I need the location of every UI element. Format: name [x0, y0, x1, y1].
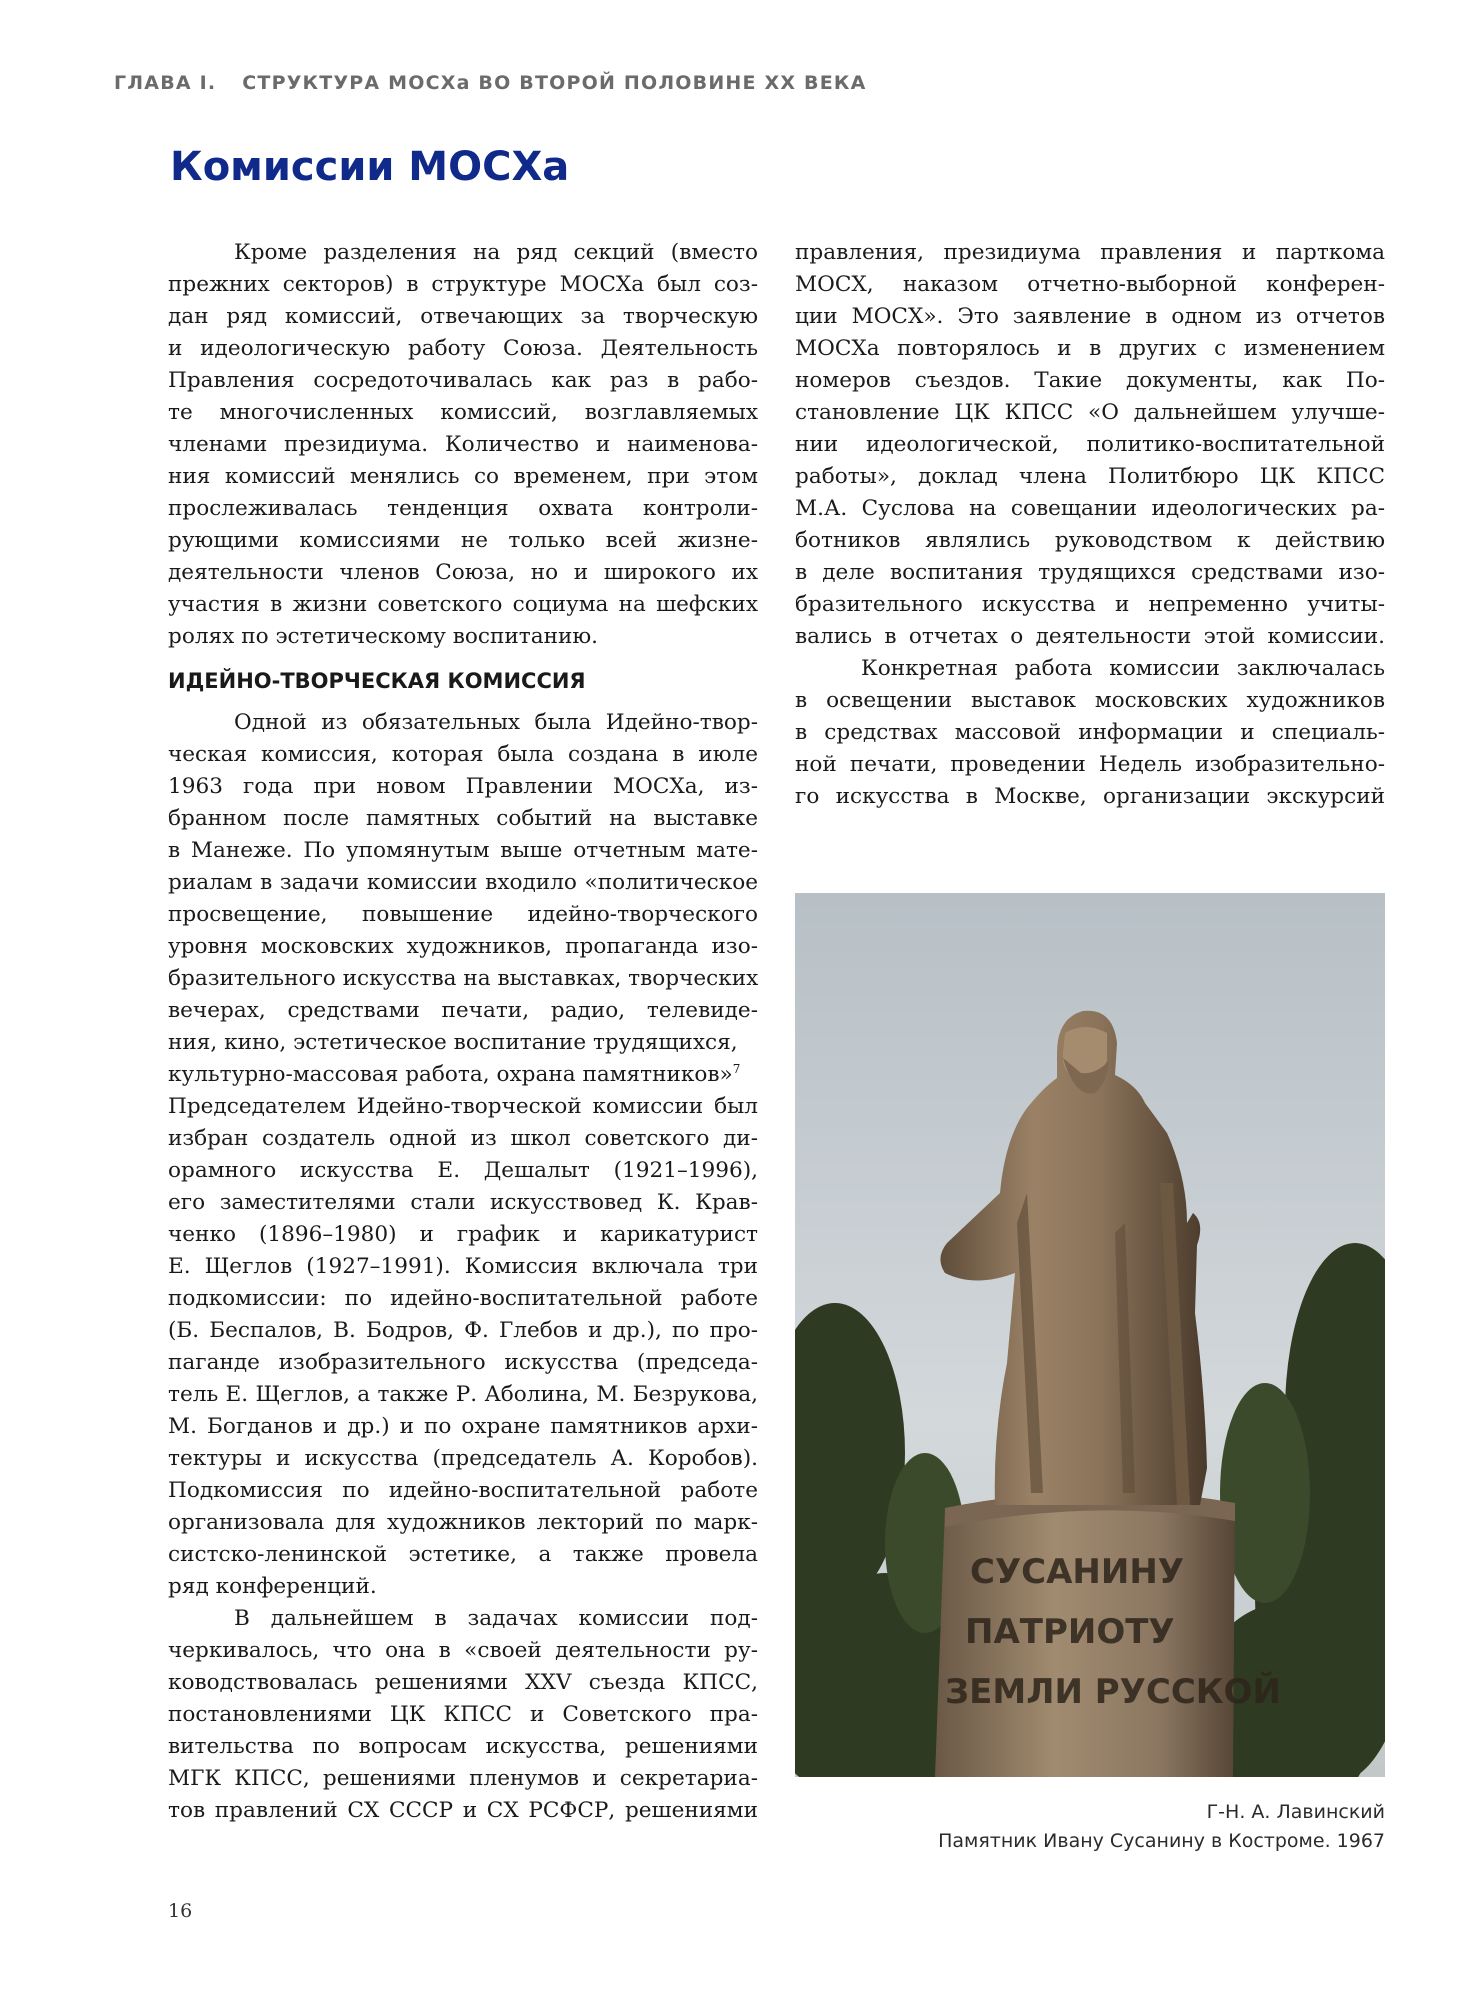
- paragraph: [795, 237, 1385, 653]
- text-line: (Б. Беспалов, В. Бодров, Ф. Глебов и др.), по про-: [168, 1318, 758, 1343]
- text-line: МОСХа повторялось и в других с изменением: [795, 336, 1385, 361]
- text-line: Правления сосредоточивалась как раз в рабо-: [168, 368, 758, 393]
- text-line: подкомиссии: по идейно-воспитательной работе: [168, 1286, 758, 1311]
- text-line: ряд конференций.: [168, 1574, 377, 1599]
- text-line: М.А. Суслова на совещании идеологических ра-: [795, 496, 1385, 521]
- text-line: вались в отчетах о деятельности этой комиссии.: [795, 624, 1385, 649]
- text-line: тов правлений СХ СССР и СХ РСФСР, решениями: [168, 1798, 758, 1823]
- paragraph: [168, 707, 758, 1059]
- caption-title: Памятник Ивану Сусанину в Костроме. 1967: [938, 1830, 1385, 1852]
- page-number: 16: [168, 1900, 193, 1922]
- text-line: просвещение, повышение идейно-творческого: [168, 902, 758, 927]
- text-line: работы», доклад члена Политбюро ЦК КПСС: [795, 464, 1385, 489]
- text-line: паганде изобразительного искусства (председа-: [168, 1350, 758, 1375]
- text-line: уровня московских художников, пропаганда изо-: [168, 934, 758, 959]
- text-line: бранном после памятных событий на выставке: [168, 806, 758, 831]
- text-line: го искусства в Москве, организации экскурсий: [795, 784, 1385, 809]
- text-line: те многочисленных комиссий, возглавляемых: [168, 400, 758, 425]
- text-line: в Манеже. По упомянутым выше отчетным мате-: [168, 838, 758, 863]
- text-line: МГК КПСС, решениями пленумов и секретариа-: [168, 1766, 758, 1791]
- text-line: его заместителями стали искусствовед К. Крав-: [168, 1190, 758, 1215]
- text-line: нии идеологической, политико-воспитательной: [795, 432, 1385, 457]
- text-line: и идеологическую работу Союза. Деятельность: [168, 336, 758, 361]
- text-line: рующими комиссиями не только всей жизне-: [168, 528, 758, 553]
- paragraph: [168, 1091, 758, 1603]
- running-head-chapter: ГЛАВА I.: [114, 72, 217, 94]
- text-line: 1963 года при новом Правлении МОСХа, из-: [168, 774, 758, 799]
- text-line: тектуры и искусства (председатель А. Коробов).: [168, 1446, 758, 1471]
- text-line: Одной из обязательных была Идейно-твор-: [234, 710, 758, 735]
- text-line: ченко (1896–1980) и график и карикатурист: [168, 1222, 758, 1247]
- text-line: в средствах массовой информации и специаль-: [795, 720, 1385, 745]
- text-line: Конкретная работа комиссии заключалась: [861, 656, 1385, 681]
- text-line: бразительного искусства на выставках, творческих: [168, 966, 758, 991]
- pedestal-inscription-line: СУСАНИНУ: [970, 1552, 1185, 1592]
- text-line: в освещении выставок московских художников: [795, 688, 1385, 713]
- text-line: избран создатель одной из школ советского ди-: [168, 1126, 758, 1151]
- text-line-content: культурно-массовая работа, охрана памятников»: [168, 1062, 733, 1087]
- text-line: Председателем Идейно-творческой комиссии был: [168, 1094, 758, 1119]
- text-line: черкивалось, что она в «своей деятельности ру-: [168, 1638, 758, 1663]
- right-column: [795, 237, 1385, 813]
- running-head: [114, 72, 867, 94]
- text-line: организовала для художников лекторий по марк-: [168, 1510, 758, 1535]
- text-line: ной печати, проведении Недель изобразительно-: [795, 752, 1385, 777]
- text-line: [168, 1059, 758, 1091]
- text-line: В дальнейшем в задачах комиссии под-: [234, 1606, 758, 1631]
- text-line: ческая комиссия, которая была создана в июле: [168, 742, 758, 767]
- text-line: ния комиссий менялись со временем, при этом: [168, 464, 758, 489]
- paragraph: [168, 1603, 758, 1827]
- text-line: МОСХ, наказом отчетно-выборной конферен-: [795, 272, 1385, 297]
- pedestal-inscription-line: ЗЕМЛИ РУССКОЙ: [945, 1672, 1281, 1712]
- text-line: М. Богданов и др.) и по охране памятников архи-: [168, 1414, 758, 1439]
- text-line: ния, кино, эстетическое воспитание трудящихся,: [168, 1030, 738, 1055]
- text-line: правления, президиума правления и парткома: [795, 240, 1385, 265]
- text-line: дан ряд комиссий, отвечающих за творческую: [168, 304, 758, 329]
- text-line: постановлениями ЦК КПСС и Советского пра-: [168, 1702, 758, 1727]
- text-line: членами президиума. Количество и наименова-: [168, 432, 758, 457]
- text-line: ботников являлись руководством к действию: [795, 528, 1385, 553]
- figure-caption: [785, 1798, 1385, 1856]
- text-line: риалам в задачи комиссии входило «политическое: [168, 870, 758, 895]
- text-line: прослеживалась тенденция охвата контроли-: [168, 496, 758, 521]
- text-line: ководствовалась решениями XXV съезда КПСС,: [168, 1670, 758, 1695]
- paragraph: [168, 237, 758, 653]
- running-head-title: СТРУКТУРА МОСХа ВО ВТОРОЙ ПОЛОВИНЕ XX ВЕКА: [242, 72, 867, 94]
- text-line: прежних секторов) в структуре МОСХа был соз-: [168, 272, 758, 297]
- text-line: ролях по эстетическому воспитанию.: [168, 624, 599, 649]
- footnote-reference[interactable]: 7: [732, 1061, 741, 1076]
- text-line: Кроме разделения на ряд секций (вместо: [234, 240, 758, 265]
- text-line: Подкомиссия по идейно-воспитательной работе: [168, 1478, 758, 1503]
- text-line: вительства по вопросам искусства, решениями: [168, 1734, 758, 1759]
- text-line: номеров съездов. Такие документы, как По-: [795, 368, 1385, 393]
- text-line: деятельности членов Союза, но и широкого их: [168, 560, 758, 585]
- caption-author: Г-Н. А. Лавинский: [1206, 1801, 1385, 1823]
- left-column: [168, 237, 758, 1827]
- text-line: участия в жизни советского социума на шефских: [168, 592, 758, 617]
- text-line: бразительного искусства и непременно учиты-: [795, 592, 1385, 617]
- text-line: ции МОСХ». Это заявление в одном из отчетов: [795, 304, 1385, 329]
- text-line: орамного искусства Е. Дешалыт (1921–1996),: [168, 1158, 758, 1183]
- text-line: Е. Щеглов (1927–1991). Комиссия включала три: [168, 1254, 758, 1279]
- text-line: тель Е. Щеглов, а также Р. Аболина, М. Безрукова,: [168, 1382, 758, 1407]
- text-line: систско-ленинской эстетике, а также провела: [168, 1542, 758, 1567]
- section-subheading: ИДЕЙНО-ТВОРЧЕСКАЯ КОМИССИЯ: [168, 669, 586, 693]
- paragraph: [795, 653, 1385, 813]
- pedestal-inscription-line: ПАТРИОТУ: [965, 1612, 1175, 1652]
- text-line: вечерах, средствами печати, радио, телевиде-: [168, 998, 758, 1023]
- text-line: в деле воспитания трудящихся средствами изо-: [795, 560, 1385, 585]
- page-title: Комиссии МОСХа: [170, 144, 570, 190]
- text-line: становление ЦК КПСС «О дальнейшем улучше-: [795, 400, 1385, 425]
- monument-photo: [795, 893, 1385, 1777]
